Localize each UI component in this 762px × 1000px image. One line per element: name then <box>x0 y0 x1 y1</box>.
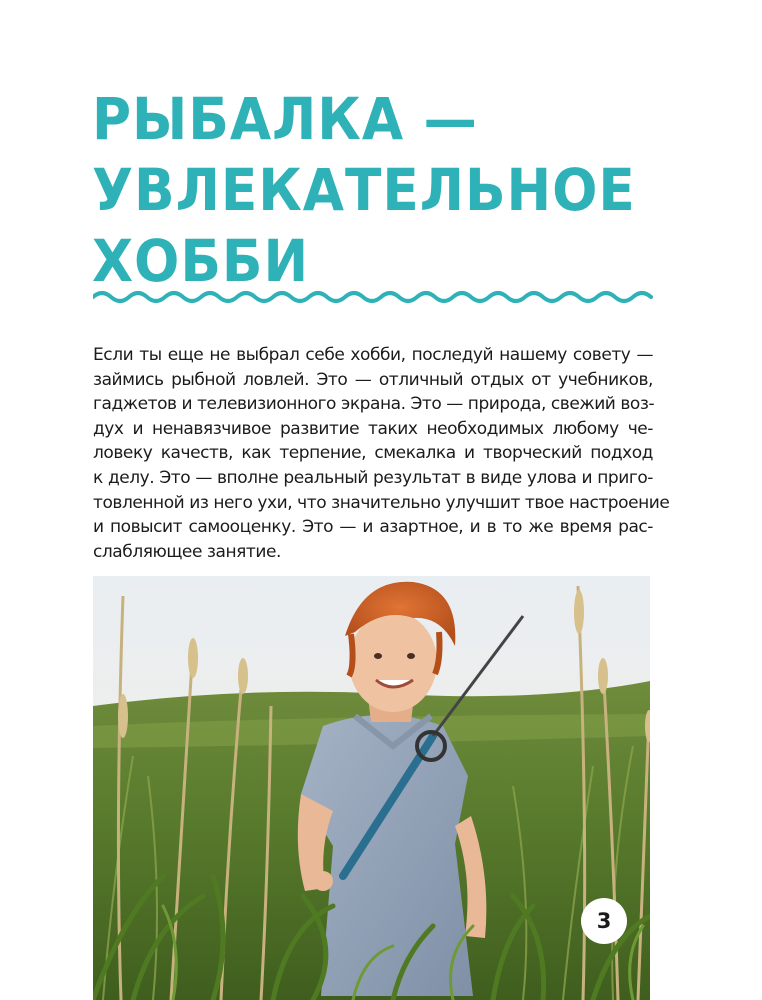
paragraph-line: и повысит самооценку. Это — и азартное, и в то же время рас- <box>93 517 653 538</box>
page-number: 3 <box>581 898 627 944</box>
paragraph-line: дух и ненавязчивое развитие таких необходимых любому че- <box>93 418 653 439</box>
title-line-1: РЫБАЛКА — <box>92 85 478 153</box>
paragraph-line: гаджетов и телевизионного экрана. Это — природа, свежий воз- <box>93 394 655 415</box>
paragraph-line: Если ты еще не выбрал себе хобби, последуй нашему совету — <box>93 345 653 365</box>
photo-illustration <box>93 576 650 1000</box>
paragraph-line: товленной из него ухи, что значительно улучшит твое настроение <box>93 492 670 513</box>
paragraph-line: слабляющее занятие. <box>93 541 281 562</box>
page-title <box>92 84 692 297</box>
paragraph-line: ловеку качеств, как терпение, смекалка и творческий подход <box>93 443 653 464</box>
wave-divider <box>93 287 653 307</box>
intro-paragraph <box>93 343 670 564</box>
boy-with-fishing-rod-photo <box>93 576 650 1000</box>
paragraph-line: к делу. Это — вполне реальный результат в виде улова и приго- <box>93 467 653 488</box>
title-line-2: УВЛЕКАТЕЛЬНОЕ <box>92 156 636 224</box>
title-line-3: ХОББИ <box>92 227 310 295</box>
paragraph-line: займись рыбной ловлей. Это — отличный отдых от учебников, <box>93 369 653 390</box>
